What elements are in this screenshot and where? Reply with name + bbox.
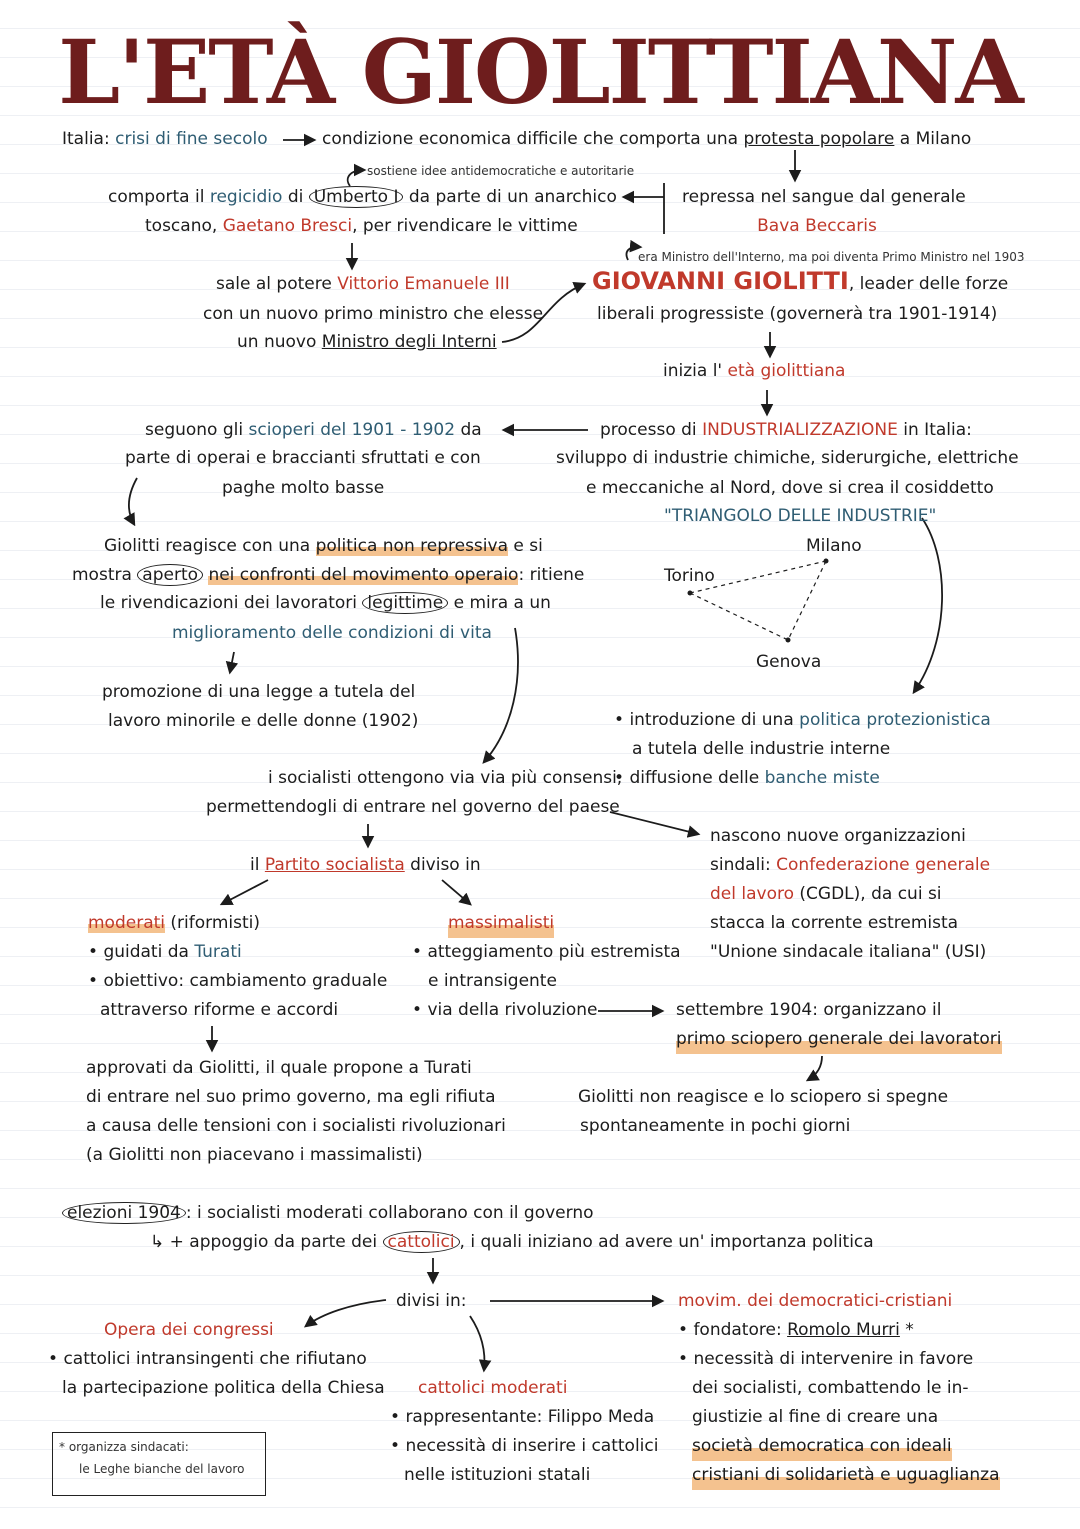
murri-name: Romolo Murri xyxy=(787,1320,900,1340)
arrow-party-moderati xyxy=(222,880,268,904)
unions-line-3: del lavoro (CGDL), da cui si xyxy=(710,884,942,904)
arrow-strikes-reaction xyxy=(129,478,137,524)
arrow-socialists-unions xyxy=(610,812,698,834)
strike-result-2: spontaneamente in pochi giorni xyxy=(580,1116,851,1136)
murri-footnote-star: * xyxy=(905,1320,914,1340)
era-text: età giolittiana xyxy=(727,361,846,381)
approved-line-3: a causa delle tensioni con i socialisti rivoluzionari xyxy=(86,1116,506,1136)
cattolici-moderati-bullet-2-cont: nelle istituzioni statali xyxy=(404,1465,591,1485)
arrow-party-massimalisti xyxy=(442,880,470,904)
arrow-triangle-policies xyxy=(914,518,942,692)
policy-protectionism-cont: a tutela delle industrie interne xyxy=(632,739,891,759)
approved-line-4: (a Giolitti non piacevano i massimalisti) xyxy=(86,1145,423,1165)
unions-line-4: stacca la corrente estremista xyxy=(710,913,959,933)
regicide-line-2: toscano, Gaetano Bresci, per rivendicare le vittime xyxy=(145,216,578,236)
strikes-line-2: parte di operai e braccianti sfruttati e con xyxy=(125,448,481,468)
strikes-line-1: seguono gli scioperi del 1901 - 1902 da xyxy=(145,420,482,440)
city-dot-genova xyxy=(786,638,791,643)
cattolici-moderati-bullet-2: • necessità di inserire i cattolici xyxy=(390,1432,658,1461)
unions-line-5: "Unione sindacale italiana" (USI) xyxy=(710,942,987,962)
umberto-note: sostiene idee antidemocratiche e autoritarie xyxy=(367,164,635,178)
vittorio-line-3: un nuovo Ministro degli Interni xyxy=(237,332,497,352)
protest-text: protesta popolare xyxy=(743,129,895,149)
opera-bullet-1-cont: la partecipazione politica della Chiesa xyxy=(62,1378,385,1398)
massimalisti-bullet-1: • atteggiamento più estremista xyxy=(412,938,681,967)
era-line: inizia l' età giolittiana xyxy=(663,361,846,381)
moderati-bullet-2-cont: attraverso riforme e accordi xyxy=(100,1000,339,1020)
bresci-name: Gaetano Bresci xyxy=(222,216,353,236)
vittorio-line-2: con un nuovo primo ministro che elesse xyxy=(203,304,544,324)
industry-line-2: sviluppo di industrie chimiche, siderurgiche, elettriche xyxy=(556,448,1019,468)
democratici-bullet-1: • fondatore: Romolo Murri * xyxy=(678,1316,914,1345)
massimalisti-bullet-2: • via della rivoluzione xyxy=(412,996,598,1025)
cattolici-moderati-bullet-1: • rappresentante: Filippo Meda xyxy=(390,1403,654,1432)
vittorio-line-1: sale al potere Vittorio Emanuele III xyxy=(216,274,510,294)
arrow-reaction-socialists xyxy=(484,628,518,762)
democratici-line-3: dei socialisti, combattendo le in- xyxy=(692,1378,969,1398)
strikes-line-3: paghe molto basse xyxy=(222,478,385,498)
giolitti-note: era Ministro dell'Interno, ma poi diventa Primo Ministro nel 1903 xyxy=(638,250,1025,264)
repression-text: repressa nel sangue dal generale xyxy=(682,187,966,207)
reaction-line-2: mostra aperto nei confronti del movimento operaio: ritiene xyxy=(72,565,585,585)
reaction-line-3: le rivendicazioni dei lavoratori legittime e mira a un xyxy=(100,593,551,613)
minister-text: Ministro degli Interni xyxy=(321,332,497,352)
arrow-strike-result xyxy=(808,1056,822,1080)
giolitti-line-2: liberali progressiste (governerà tra 1901-1914) xyxy=(597,304,998,324)
democratici-line-4: giustizie al fine di creare una xyxy=(692,1407,939,1427)
democratici-line-6: cristiani di solidarietà e uguaglianza xyxy=(692,1461,1000,1490)
moderati-title: moderati (riformisti) xyxy=(88,913,261,933)
footnote-line-2: le Leghe bianche del lavoro xyxy=(79,1462,245,1476)
intro-line xyxy=(62,125,268,154)
party-name: Partito socialista xyxy=(264,855,405,875)
cattolici-label: cattolici xyxy=(383,1231,460,1253)
cattolici-moderati-title: cattolici moderati xyxy=(418,1378,568,1398)
city-dot-torino xyxy=(688,591,693,596)
opera-title: Opera dei congressi xyxy=(104,1320,274,1340)
socialists-line-1: i socialisti ottengono via via più consensi, xyxy=(268,768,623,788)
strike-line-2: primo sciopero generale dei lavoratori xyxy=(676,1025,1002,1054)
policy-banks: • diffusione delle banche miste xyxy=(614,764,880,793)
industry-line-3: e meccaniche al Nord, dove si crea il cosiddetto xyxy=(586,478,994,498)
giolitti-line-1: GIOVANNI GIOLITTI, leader delle forze xyxy=(592,267,1009,295)
approved-line-1: approvati da Giolitti, il quale propone a Turati xyxy=(86,1058,472,1078)
democratici-line-5: società democratica con ideali xyxy=(692,1432,952,1461)
footnote-line-1: * organizza sindacati: xyxy=(59,1440,189,1454)
arrow-divided-moderati xyxy=(470,1316,484,1370)
law-line-2: lavoro minorile e delle donne (1902) xyxy=(108,711,419,731)
page-title: L'ETÀ GIOLITTIANA xyxy=(58,20,1022,124)
party-line: il Partito socialista diviso in xyxy=(250,855,481,875)
democratici-title: movim. dei democratici-cristiani xyxy=(678,1291,953,1311)
intro-label: Italia: xyxy=(62,129,110,149)
strike-result-1: Giolitti non reagisce e lo sciopero si spegne xyxy=(578,1087,949,1107)
unions-line-1: nascono nuove organizzazioni xyxy=(710,826,966,846)
bava-beccaris: Bava Beccaris xyxy=(757,216,877,236)
umberto-name: Umberto I xyxy=(309,186,404,208)
socialists-line-2: permettendogli di entrare nel governo del paese xyxy=(206,797,620,817)
city-genova: Genova xyxy=(756,652,822,672)
unions-line-2: sindali: Confederazione generale xyxy=(710,855,991,875)
democratici-bullet-2: • necessità di intervenire in favore xyxy=(678,1345,973,1374)
elections-line-1: elezioni 1904 : i socialisti moderati collaborano con il governo xyxy=(62,1199,594,1228)
giolitti-name: GIOVANNI GIOLITTI xyxy=(592,267,849,295)
footnote-box xyxy=(52,1432,266,1496)
intro-condition: condizione economica difficile che comporta una protesta popolare a Milano xyxy=(322,129,972,149)
king-name: Vittorio Emanuele III xyxy=(337,274,510,294)
approved-line-2: di entrare nel suo primo governo, ma egli rifiuta xyxy=(86,1087,496,1107)
massimalisti-bullet-1-cont: e intransigente xyxy=(428,971,557,991)
arrow-divided-opera xyxy=(306,1300,386,1326)
crisis-text: crisi di fine secolo xyxy=(115,129,268,149)
elections-line-2: ↳ + appoggio da parte dei cattolici , i quali iniziano ad avere un' importanza politica xyxy=(150,1232,874,1252)
regicide-line-1: comporta il regicidio di Umberto I da parte di un anarchico xyxy=(108,187,617,207)
moderati-bullet-2: • obiettivo: cambiamento graduale xyxy=(88,967,387,996)
moderati-bullet-1: • guidati da Turati xyxy=(88,938,242,967)
industry-line-1: processo di INDUSTRIALIZZAZIONE in Italia: xyxy=(600,420,972,440)
arrow-reaction-law xyxy=(230,652,234,672)
reaction-line-1: Giolitti reagisce con una politica non repressiva e si xyxy=(104,536,543,556)
strike-line-1: settembre 1904: organizzano il xyxy=(676,1000,942,1020)
city-milano: Milano xyxy=(806,536,862,556)
divided-label: divisi in: xyxy=(396,1291,467,1311)
law-line-1: promozione di una legge a tutela del xyxy=(102,682,416,702)
city-torino: Torino xyxy=(664,566,715,586)
opera-bullet-1: • cattolici intransingenti che rifiutano xyxy=(48,1345,367,1374)
elections-label: elezioni 1904 xyxy=(62,1202,186,1224)
massimalisti-title: massimalisti xyxy=(448,909,554,938)
policy-protectionism: • introduzione di una politica protezionistica xyxy=(614,706,991,735)
triangle-label: "TRIANGOLO DELLE INDUSTRIE" xyxy=(664,506,937,526)
reaction-line-4: miglioramento delle condizioni di vita xyxy=(172,623,492,643)
